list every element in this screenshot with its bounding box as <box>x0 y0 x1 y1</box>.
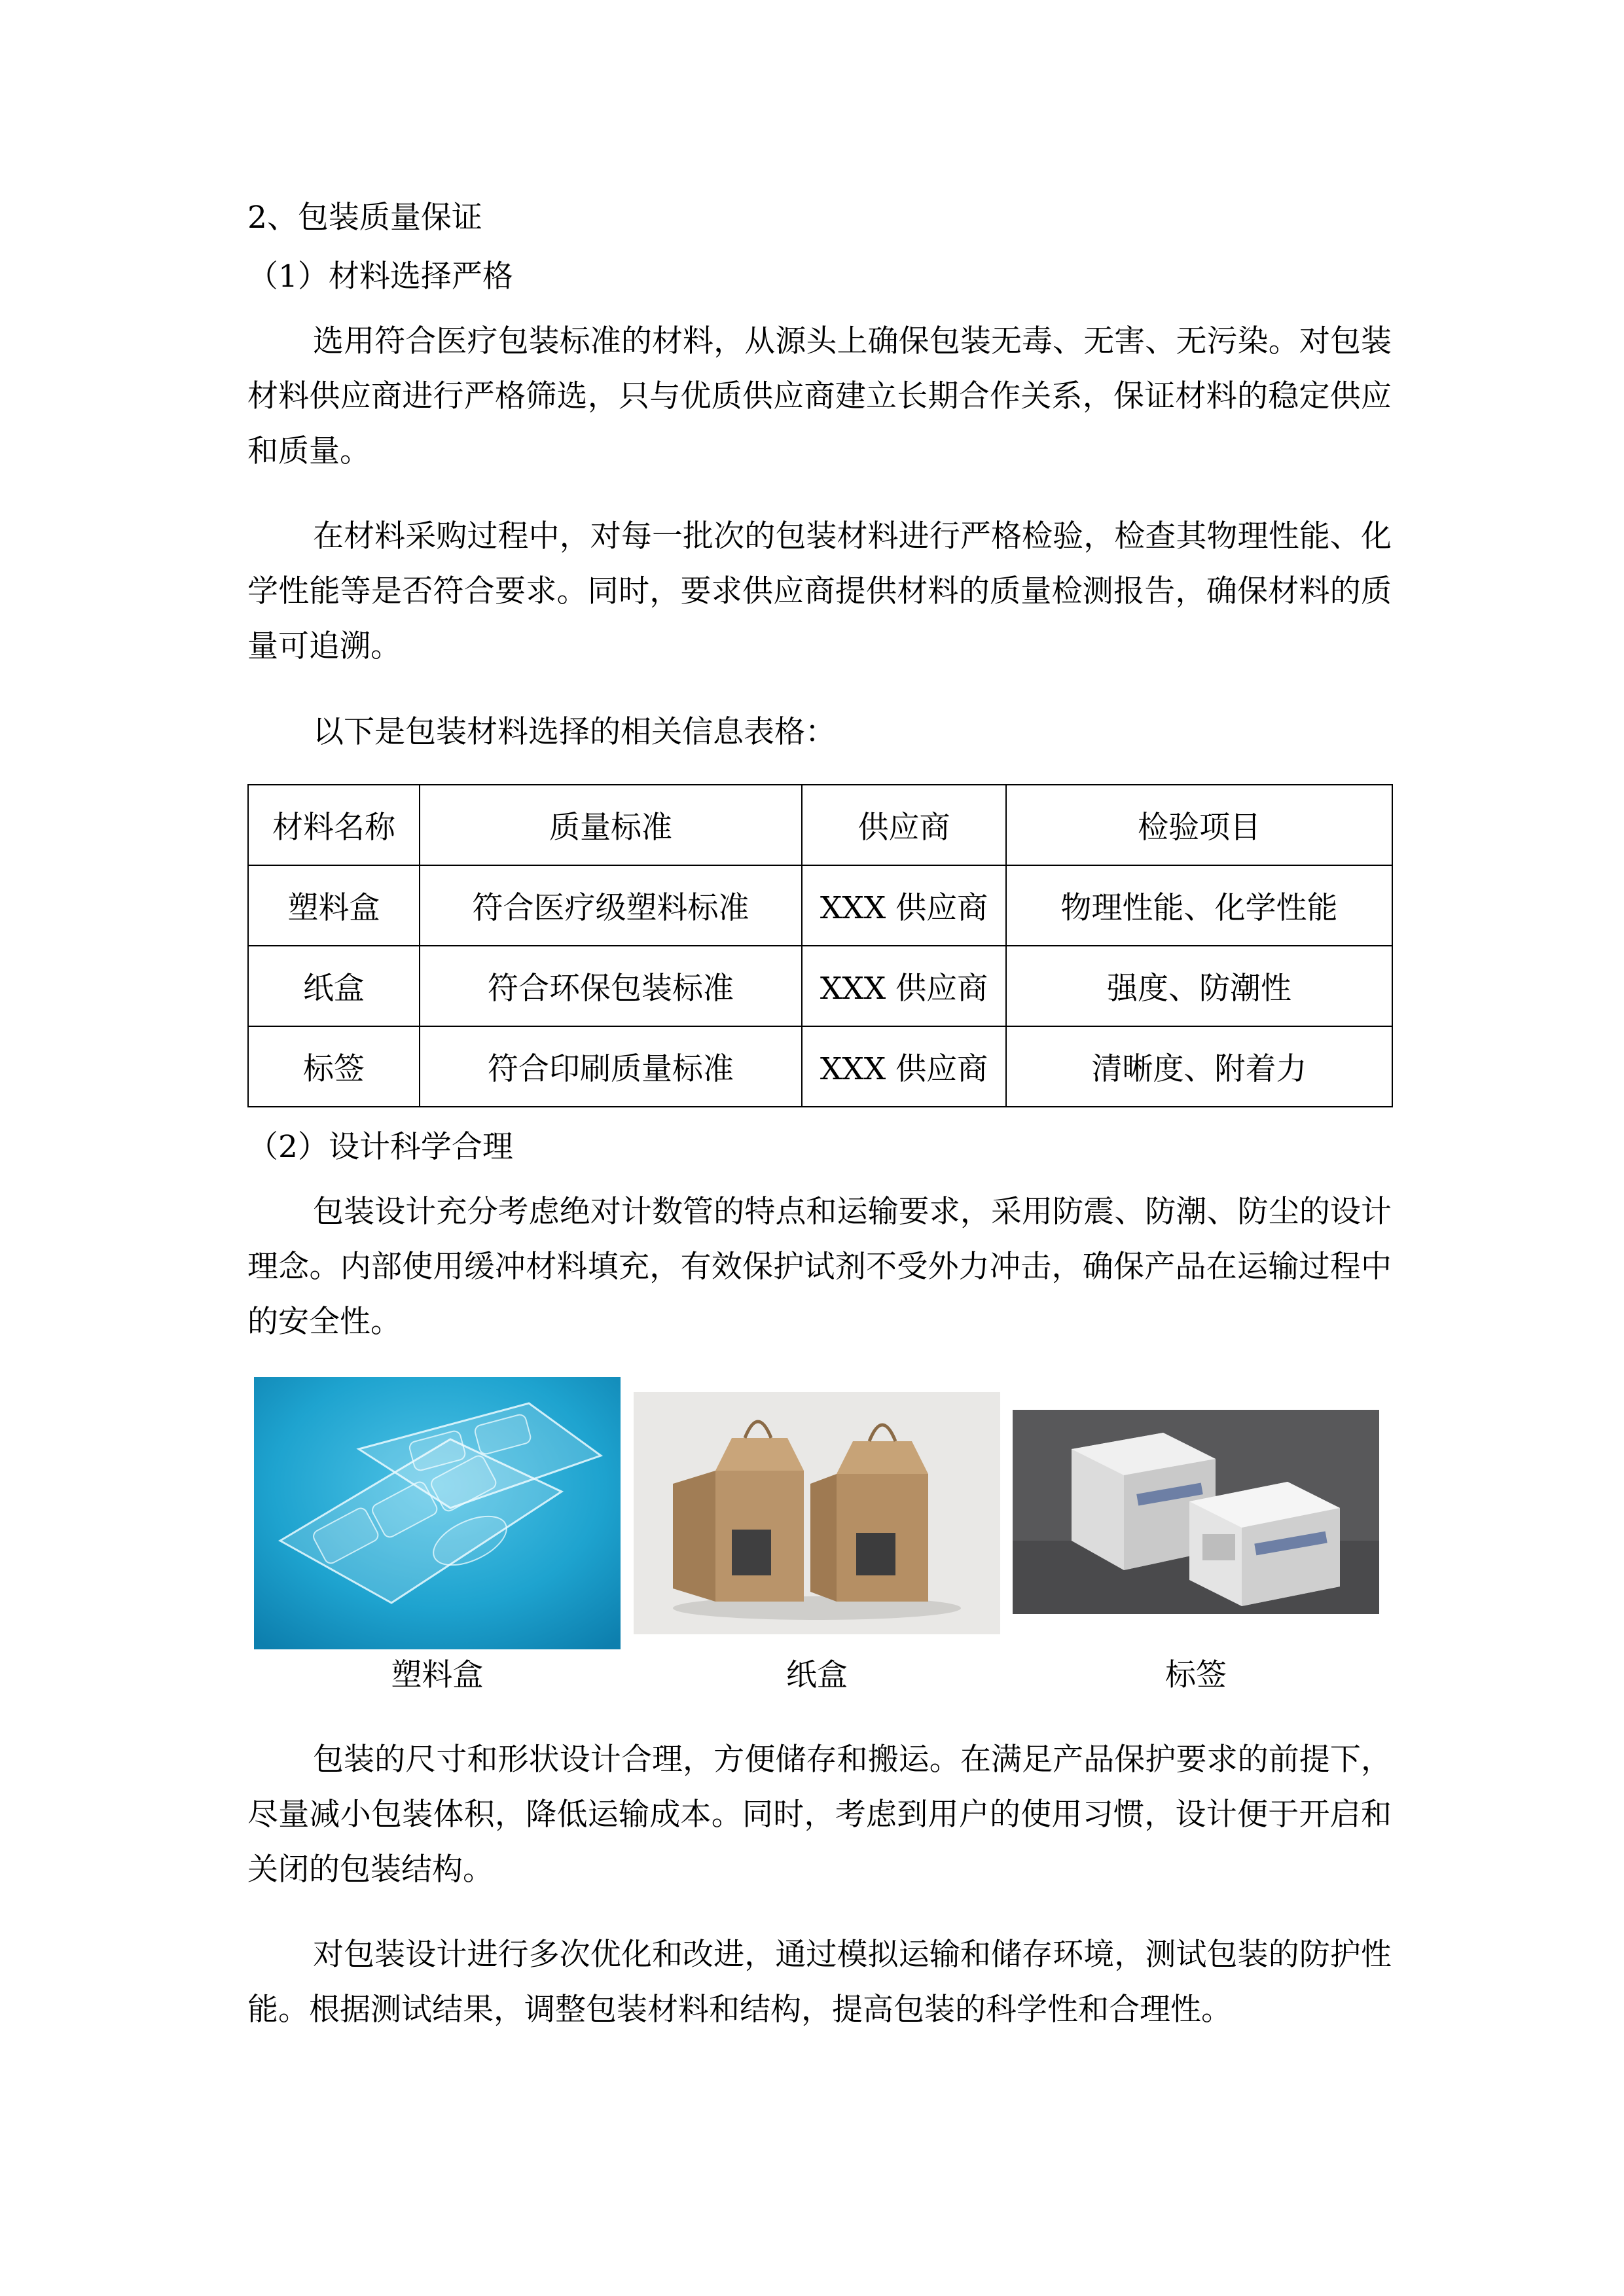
table-row <box>248 865 1392 946</box>
table-cell: 标签 <box>248 1026 420 1107</box>
paragraph-3: 以下是包装材料选择的相关信息表格： <box>313 714 836 750</box>
table-cell: 塑料盒 <box>248 865 420 946</box>
paragraph-4: 包装设计充分考虑绝对计数管的特点和运输要求，采用防震、防潮、防尘的设计理念。内部使用缓冲材料填充，有效保护试剂不受外力冲击，确保产品在运输过程中的安全性。 <box>247 1194 1392 1340</box>
table-header-cell: 材料名称 <box>248 785 420 865</box>
table-cell: 符合环保包装标准 <box>420 946 802 1026</box>
table-cell: 强度、防潮性 <box>1006 946 1392 1026</box>
table-header-cell: 检验项目 <box>1006 785 1392 865</box>
caption-label: 标签 <box>1165 1657 1227 1693</box>
table-header-cell: 供应商 <box>802 785 1006 865</box>
paragraph-2: 在材料采购过程中，对每一批次的包装材料进行严格检验，检查其物理性能、化学性能等是否符合要求。同时，要求供应商提供材料的质量检测报告，确保材料的质量可追溯。 <box>247 518 1392 664</box>
plastic-box-image <box>254 1377 621 1649</box>
table-cell: 符合印刷质量标准 <box>420 1026 802 1107</box>
caption-paper-box: 纸盒 <box>786 1657 848 1693</box>
section-title: 2、包装质量保证 <box>247 200 482 236</box>
table-row <box>248 1026 1392 1107</box>
subsection-1-title: （1）材料选择严格 <box>247 259 513 295</box>
table-header-row <box>248 785 1392 865</box>
materials-table <box>247 784 1393 1107</box>
label-box-image <box>1013 1410 1379 1614</box>
table-cell: XXX 供应商 <box>802 1026 1006 1107</box>
subsection-2-title: （2）设计科学合理 <box>247 1129 513 1165</box>
table-row <box>248 946 1392 1026</box>
table-cell: 纸盒 <box>248 946 420 1026</box>
table-cell: 符合医疗级塑料标准 <box>420 865 802 946</box>
table-cell: 物理性能、化学性能 <box>1006 865 1392 946</box>
paragraph-5: 包装的尺寸和形状设计合理，方便储存和搬运。在满足产品保护要求的前提下，尽量减小包装体积，降低运输成本。同时，考虑到用户的使用习惯，设计便于开启和关闭的包装结构。 <box>247 1742 1392 1888</box>
paragraph-6: 对包装设计进行多次优化和改进，通过模拟运输和储存环境，测试包装的防护性能。根据测试结果，调整包装材料和结构，提高包装的科学性和合理性。 <box>247 1937 1392 2028</box>
table-cell: XXX 供应商 <box>802 865 1006 946</box>
paper-box-image <box>634 1392 1000 1634</box>
table-header-cell: 质量标准 <box>420 785 802 865</box>
table-cell: XXX 供应商 <box>802 946 1006 1026</box>
caption-plastic-box: 塑料盒 <box>391 1657 484 1693</box>
table-cell: 清晰度、附着力 <box>1006 1026 1392 1107</box>
paragraph-1: 选用符合医疗包装标准的材料，从源头上确保包装无毒、无害、无污染。对包装材料供应商进行严格筛选，只与优质供应商建立长期合作关系，保证材料的稳定供应和质量。 <box>247 323 1392 469</box>
